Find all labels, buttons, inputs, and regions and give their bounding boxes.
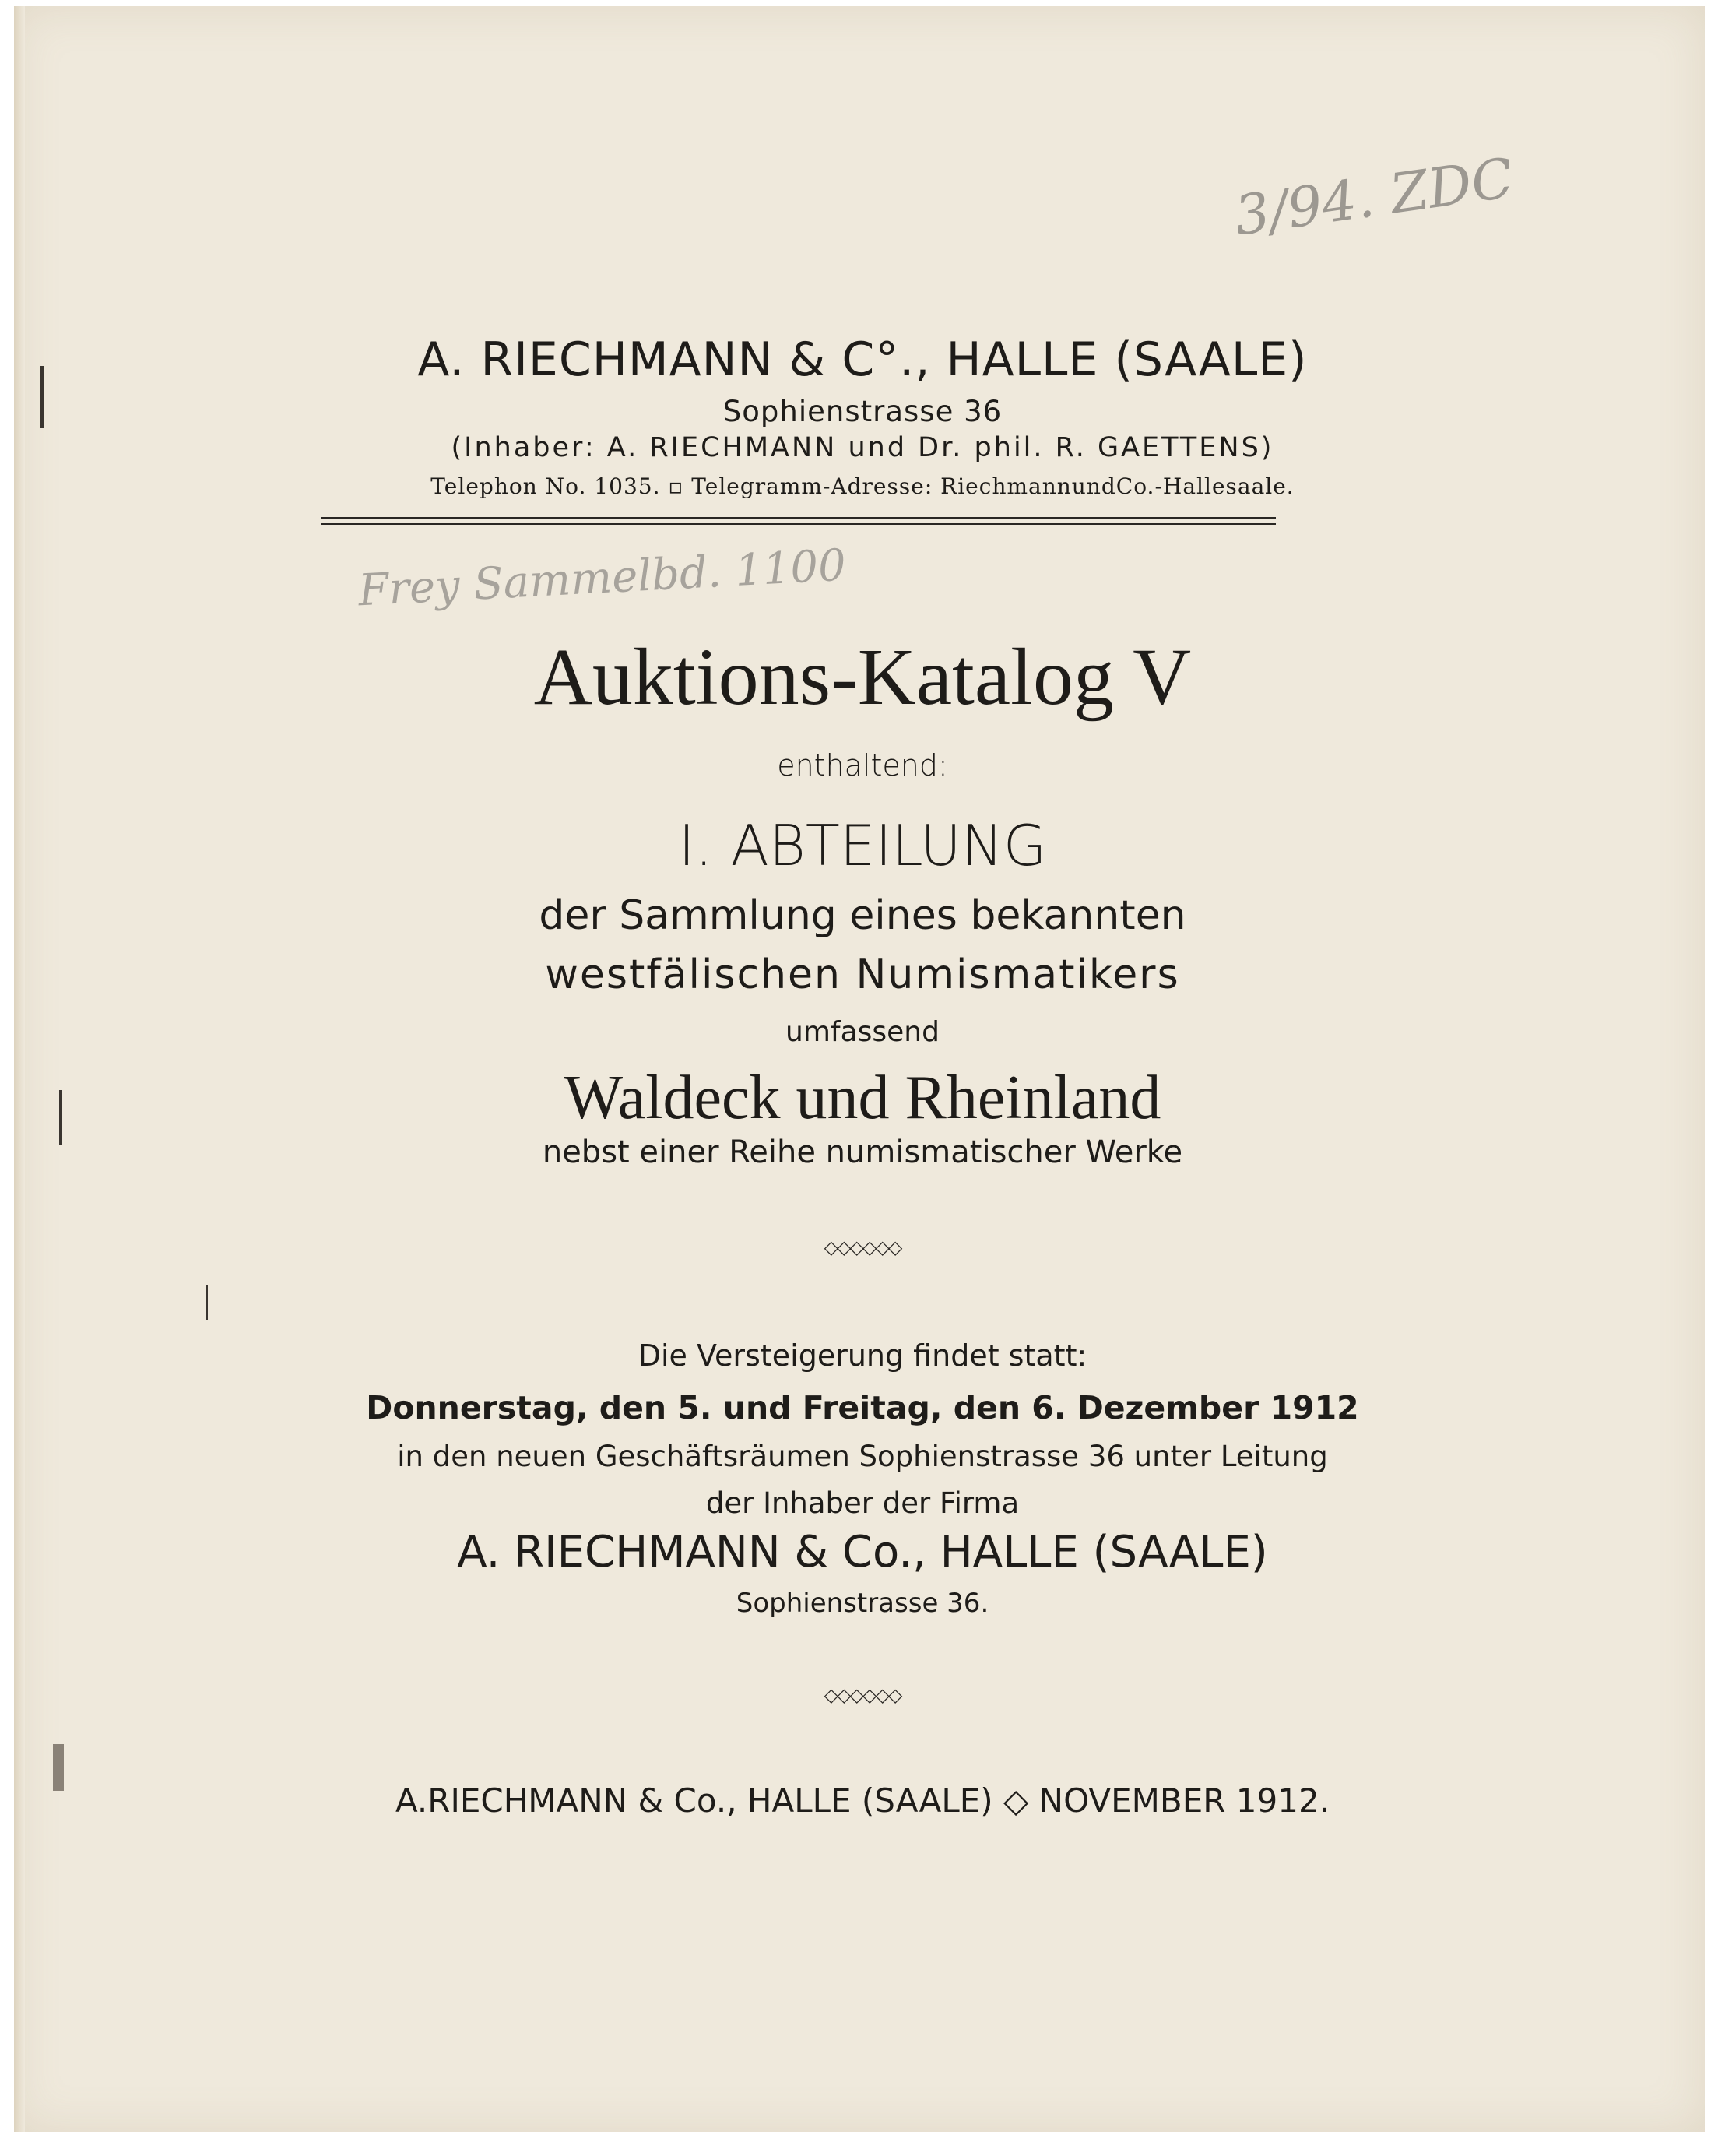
auction-venue-line-2: der Inhaber der Firma	[705, 1486, 1020, 1520]
firm-name: A. RIECHMANN & Co., HALLE (SAALE)	[457, 1527, 1268, 1577]
subject-heading: Waldeck und Rheinland	[564, 1064, 1161, 1132]
comprising-label: umfassend	[785, 1016, 940, 1048]
header-divider	[321, 523, 1276, 525]
auction-dates: Donnerstag, den 5. und Freitag, den 6. Dezember 1912	[366, 1389, 1359, 1426]
company-street: Sophienstrasse 36	[722, 395, 1003, 428]
subject-addition: nebst einer Reihe numismatischer Werke	[542, 1134, 1183, 1170]
auction-venue-line-1: in den neuen Geschäftsräumen Sophienstrasse 36 unter Leitung	[397, 1440, 1328, 1473]
collection-line-2: westfälischen Numismatikers	[545, 951, 1180, 998]
company-owners: (Inhaber: A. RIECHMANN und Dr. phil. R. GAETTENS)	[451, 432, 1274, 463]
collection-line-1: der Sammlung eines bekannten	[539, 892, 1186, 939]
firm-street: Sophienstrasse 36.	[736, 1588, 989, 1619]
margin-speck	[206, 1285, 208, 1320]
margin-speck	[53, 1744, 64, 1791]
company-contact: Telephon No. 1035. ▫ Telegramm-Adresse: RiechmannundCo.-Hallesaale.	[430, 473, 1295, 499]
handwritten-shelfmark: 3/94. ZDC	[1231, 146, 1517, 248]
header-divider	[321, 517, 1276, 519]
publisher-imprint: A.RIECHMANN & Co., HALLE (SAALE) ◇ NOVEMBER 1912.	[395, 1781, 1330, 1820]
catalog-title: Auktions-Katalog V	[533, 632, 1192, 722]
ornament-divider: ◇◇◇◇◇◇	[824, 1236, 901, 1258]
auction-intro: Die Versteigerung findet statt:	[638, 1338, 1087, 1373]
section-heading: I. ABTEILUNG	[678, 813, 1047, 878]
handwritten-note: Frey Sammelbd. 1100	[357, 540, 848, 617]
ornament-divider: ◇◇◇◇◇◇	[824, 1684, 901, 1706]
company-header: A. RIECHMANN & C°., HALLE (SAALE)	[417, 332, 1308, 387]
containing-label: enthaltend:	[777, 748, 948, 783]
